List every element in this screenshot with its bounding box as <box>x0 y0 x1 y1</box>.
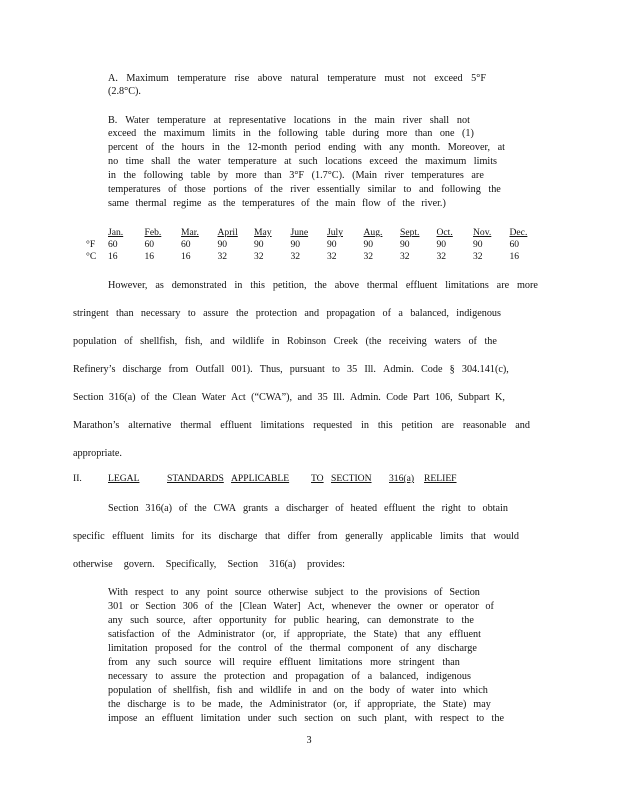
heading-word-section: SECTION <box>331 473 372 484</box>
temperature-table <box>86 227 546 263</box>
table-row <box>86 251 546 263</box>
month-header: May <box>254 227 272 238</box>
item-a-line-1: A. Maximum temperature rise above natural temperature must not exceed 5°F <box>108 73 486 84</box>
temperature-cell: 16 <box>509 251 520 262</box>
month-header: Jan. <box>108 227 124 238</box>
page-number: 3 <box>306 735 312 746</box>
however-line-5: Section 316(a) of the Clean Water Act (“CWA”), and 35 Ill. Admin. Code Part 106, Subpart K, <box>73 392 505 403</box>
quote-line-5: limitation proposed for the control of the thermal component of any discharge <box>108 643 477 654</box>
quote-line-10: impose an effluent limitation under such section on such plant, with respect to the <box>108 713 504 724</box>
temperature-cell: 32 <box>254 251 264 262</box>
unit-label: °C <box>86 251 97 262</box>
temperature-cell: 90 <box>473 239 483 250</box>
section-number: II. <box>73 473 82 484</box>
section-para-line-1: Section 316(a) of the CWA grants a discharger of heated effluent the right to obtain <box>108 503 508 514</box>
temperature-cell: 32 <box>327 251 337 262</box>
quote-line-3: any such source, after opportunity for public hearing, can demonstrate to the <box>108 615 474 626</box>
temperature-cell: 60 <box>108 239 118 250</box>
temperature-cell: 32 <box>400 251 410 262</box>
item-b-line-2: exceed the maximum limits in the following table during more than one (1) <box>108 128 474 139</box>
temperature-cell: 32 <box>436 251 447 262</box>
heading-word-legal: LEGAL <box>108 473 140 484</box>
month-header: Mar. <box>181 227 199 238</box>
item-b-line-1: B. Water temperature at representative locations in the main river shall not <box>108 115 470 126</box>
temperature-cell: 32 <box>363 251 374 262</box>
heading-word-relief: RELIEF <box>424 473 457 484</box>
temperature-cell: 90 <box>254 239 264 250</box>
month-header: Nov. <box>473 227 492 238</box>
month-header: Dec. <box>509 227 528 238</box>
month-header: Oct. <box>436 227 453 238</box>
temperature-cell: 16 <box>108 251 118 262</box>
temperature-cell: 32 <box>290 251 301 262</box>
temperature-cell: 60 <box>181 239 191 250</box>
item-b-line-4: no time shall the water temperature at such locations exceed the maximum limits <box>108 156 497 167</box>
quote-line-8: population of shellfish, fish and wildlife in and on the body of water into which <box>108 685 488 696</box>
temperature-cell: 32 <box>217 251 228 262</box>
however-line-3: population of shellfish, fish, and wildlife in Robinson Creek (the receiving waters of the <box>73 336 497 347</box>
unit-label: °F <box>86 239 96 250</box>
temperature-cell: 90 <box>363 239 374 250</box>
month-header: April <box>217 227 238 238</box>
heading-word-to: TO <box>311 473 324 484</box>
quote-line-9: the discharge is to be made, the Administrator (or, if appropriate, the State) may <box>108 699 491 710</box>
temperature-cell: 90 <box>327 239 337 250</box>
temperature-cell: 60 <box>509 239 520 250</box>
temperature-cell: 90 <box>400 239 410 250</box>
item-b-line-7: same thermal regime as the temperatures of the main flow of the river.) <box>108 198 446 209</box>
however-line-2: stringent than necessary to assure the protection and propagation of a balanced, indigenous <box>73 308 501 319</box>
heading-word-316a: 316(a) <box>389 473 415 484</box>
item-a-line-2: (2.8°C). <box>108 86 141 97</box>
item-b-line-3: percent of the hours in the 12-month period ending with any month. Moreover, at <box>108 142 505 153</box>
month-header: July <box>327 227 343 238</box>
month-header: Aug. <box>363 227 383 238</box>
section-para-line-3: otherwise govern. Specifically, Section 316(a) provides: <box>73 559 345 570</box>
temperature-cell: 32 <box>473 251 483 262</box>
month-header: June <box>290 227 309 238</box>
quote-line-2: 301 or Section 306 of the [Clean Water] Act, whenever the owner or operator of <box>108 601 494 612</box>
section-para-line-2: specific effluent limits for its discharge that differ from generally applicable limits that would <box>73 531 519 542</box>
month-header: Sept. <box>400 227 420 238</box>
temperature-cell: 90 <box>290 239 301 250</box>
however-line-7: appropriate. <box>73 448 122 459</box>
quote-line-4: satisfaction of the Administrator (or, if appropriate, the State) that any effluent <box>108 629 481 640</box>
quote-line-6: from any such source will require effluent limitations more stringent than <box>108 657 460 668</box>
table-row <box>86 239 546 251</box>
item-b-line-5: in the following table by more than 3°F (1.7°C). (Main river temperatures are <box>108 170 484 181</box>
heading-word-standards: STANDARDS <box>167 473 224 484</box>
item-b-line-6: temperatures of those portions of the river essentially similar to and following the <box>108 184 501 195</box>
quote-line-1: With respect to any point source otherwise subject to the provisions of Section <box>108 587 480 598</box>
temperature-cell: 90 <box>217 239 228 250</box>
quote-line-7: necessary to assure the protection and propagation of a balanced, indigenous <box>108 671 471 682</box>
however-line-1: However, as demonstrated in this petition, the above thermal effluent limitations are more <box>108 280 538 291</box>
temperature-cell: 16 <box>181 251 191 262</box>
however-line-4: Refinery’s discharge from Outfall 001). Thus, pursuant to 35 Ill. Admin. Code § 304.141(c), <box>73 364 509 375</box>
however-line-6: Marathon’s alternative thermal effluent limitations requested in this petition are reasonable and <box>73 420 530 431</box>
temperature-cell: 90 <box>436 239 447 250</box>
temperature-cell: 16 <box>144 251 155 262</box>
month-header: Feb. <box>144 227 162 238</box>
heading-word-applicable: APPLICABLE <box>231 473 290 484</box>
temperature-cell: 60 <box>144 239 155 250</box>
month-header-row <box>86 227 546 239</box>
